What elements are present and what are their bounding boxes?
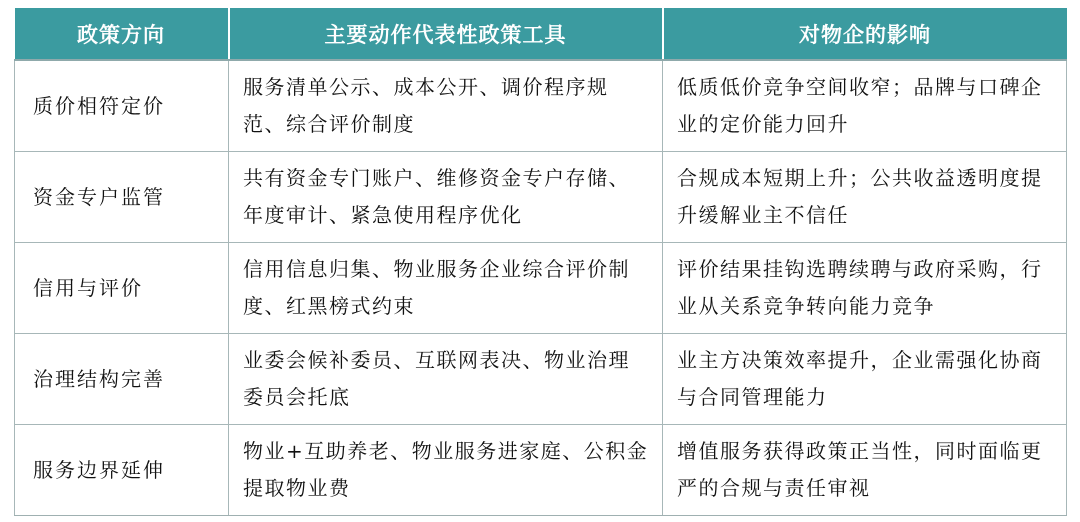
policy-table	[14, 8, 1067, 516]
cell-impact: 低质低价竞争空间收窄；品牌与口碑企业的定价能力回升	[663, 60, 1067, 152]
policy-table-container	[14, 8, 1066, 516]
header-main-actions: 主要动作代表性政策工具	[229, 8, 663, 60]
cell-direction: 治理结构完善	[15, 334, 229, 425]
table-header	[15, 8, 1067, 60]
cell-impact: 评价结果挂钩选聘续聘与政府采购，行业从关系竞争转向能力竞争	[663, 243, 1067, 334]
table-row	[15, 425, 1067, 516]
table-row	[15, 152, 1067, 243]
cell-impact: 增值服务获得政策正当性，同时面临更严的合规与责任审视	[663, 425, 1067, 516]
table-row	[15, 60, 1067, 152]
header-row	[15, 8, 1067, 60]
cell-actions: 服务清单公示、成本公开、调价程序规范、综合评价制度	[229, 60, 663, 152]
table-row	[15, 243, 1067, 334]
header-impact: 对物企的影响	[663, 8, 1067, 60]
cell-direction: 信用与评价	[15, 243, 229, 334]
cell-impact: 业主方决策效率提升，企业需强化协商与合同管理能力	[663, 334, 1067, 425]
cell-actions: 共有资金专门账户、维修资金专户存储、年度审计、紧急使用程序优化	[229, 152, 663, 243]
cell-direction: 服务边界延伸	[15, 425, 229, 516]
cell-direction: 质价相符定价	[15, 60, 229, 152]
cell-actions: 物业+互助养老、物业服务进家庭、公积金提取物业费	[229, 425, 663, 516]
header-policy-direction: 政策方向	[15, 8, 229, 60]
table-body	[15, 60, 1067, 516]
cell-direction: 资金专户监管	[15, 152, 229, 243]
table-row	[15, 334, 1067, 425]
cell-impact: 合规成本短期上升；公共收益透明度提升缓解业主不信任	[663, 152, 1067, 243]
cell-actions: 业委会候补委员、互联网表决、物业治理委员会托底	[229, 334, 663, 425]
cell-actions: 信用信息归集、物业服务企业综合评价制度、红黑榜式约束	[229, 243, 663, 334]
